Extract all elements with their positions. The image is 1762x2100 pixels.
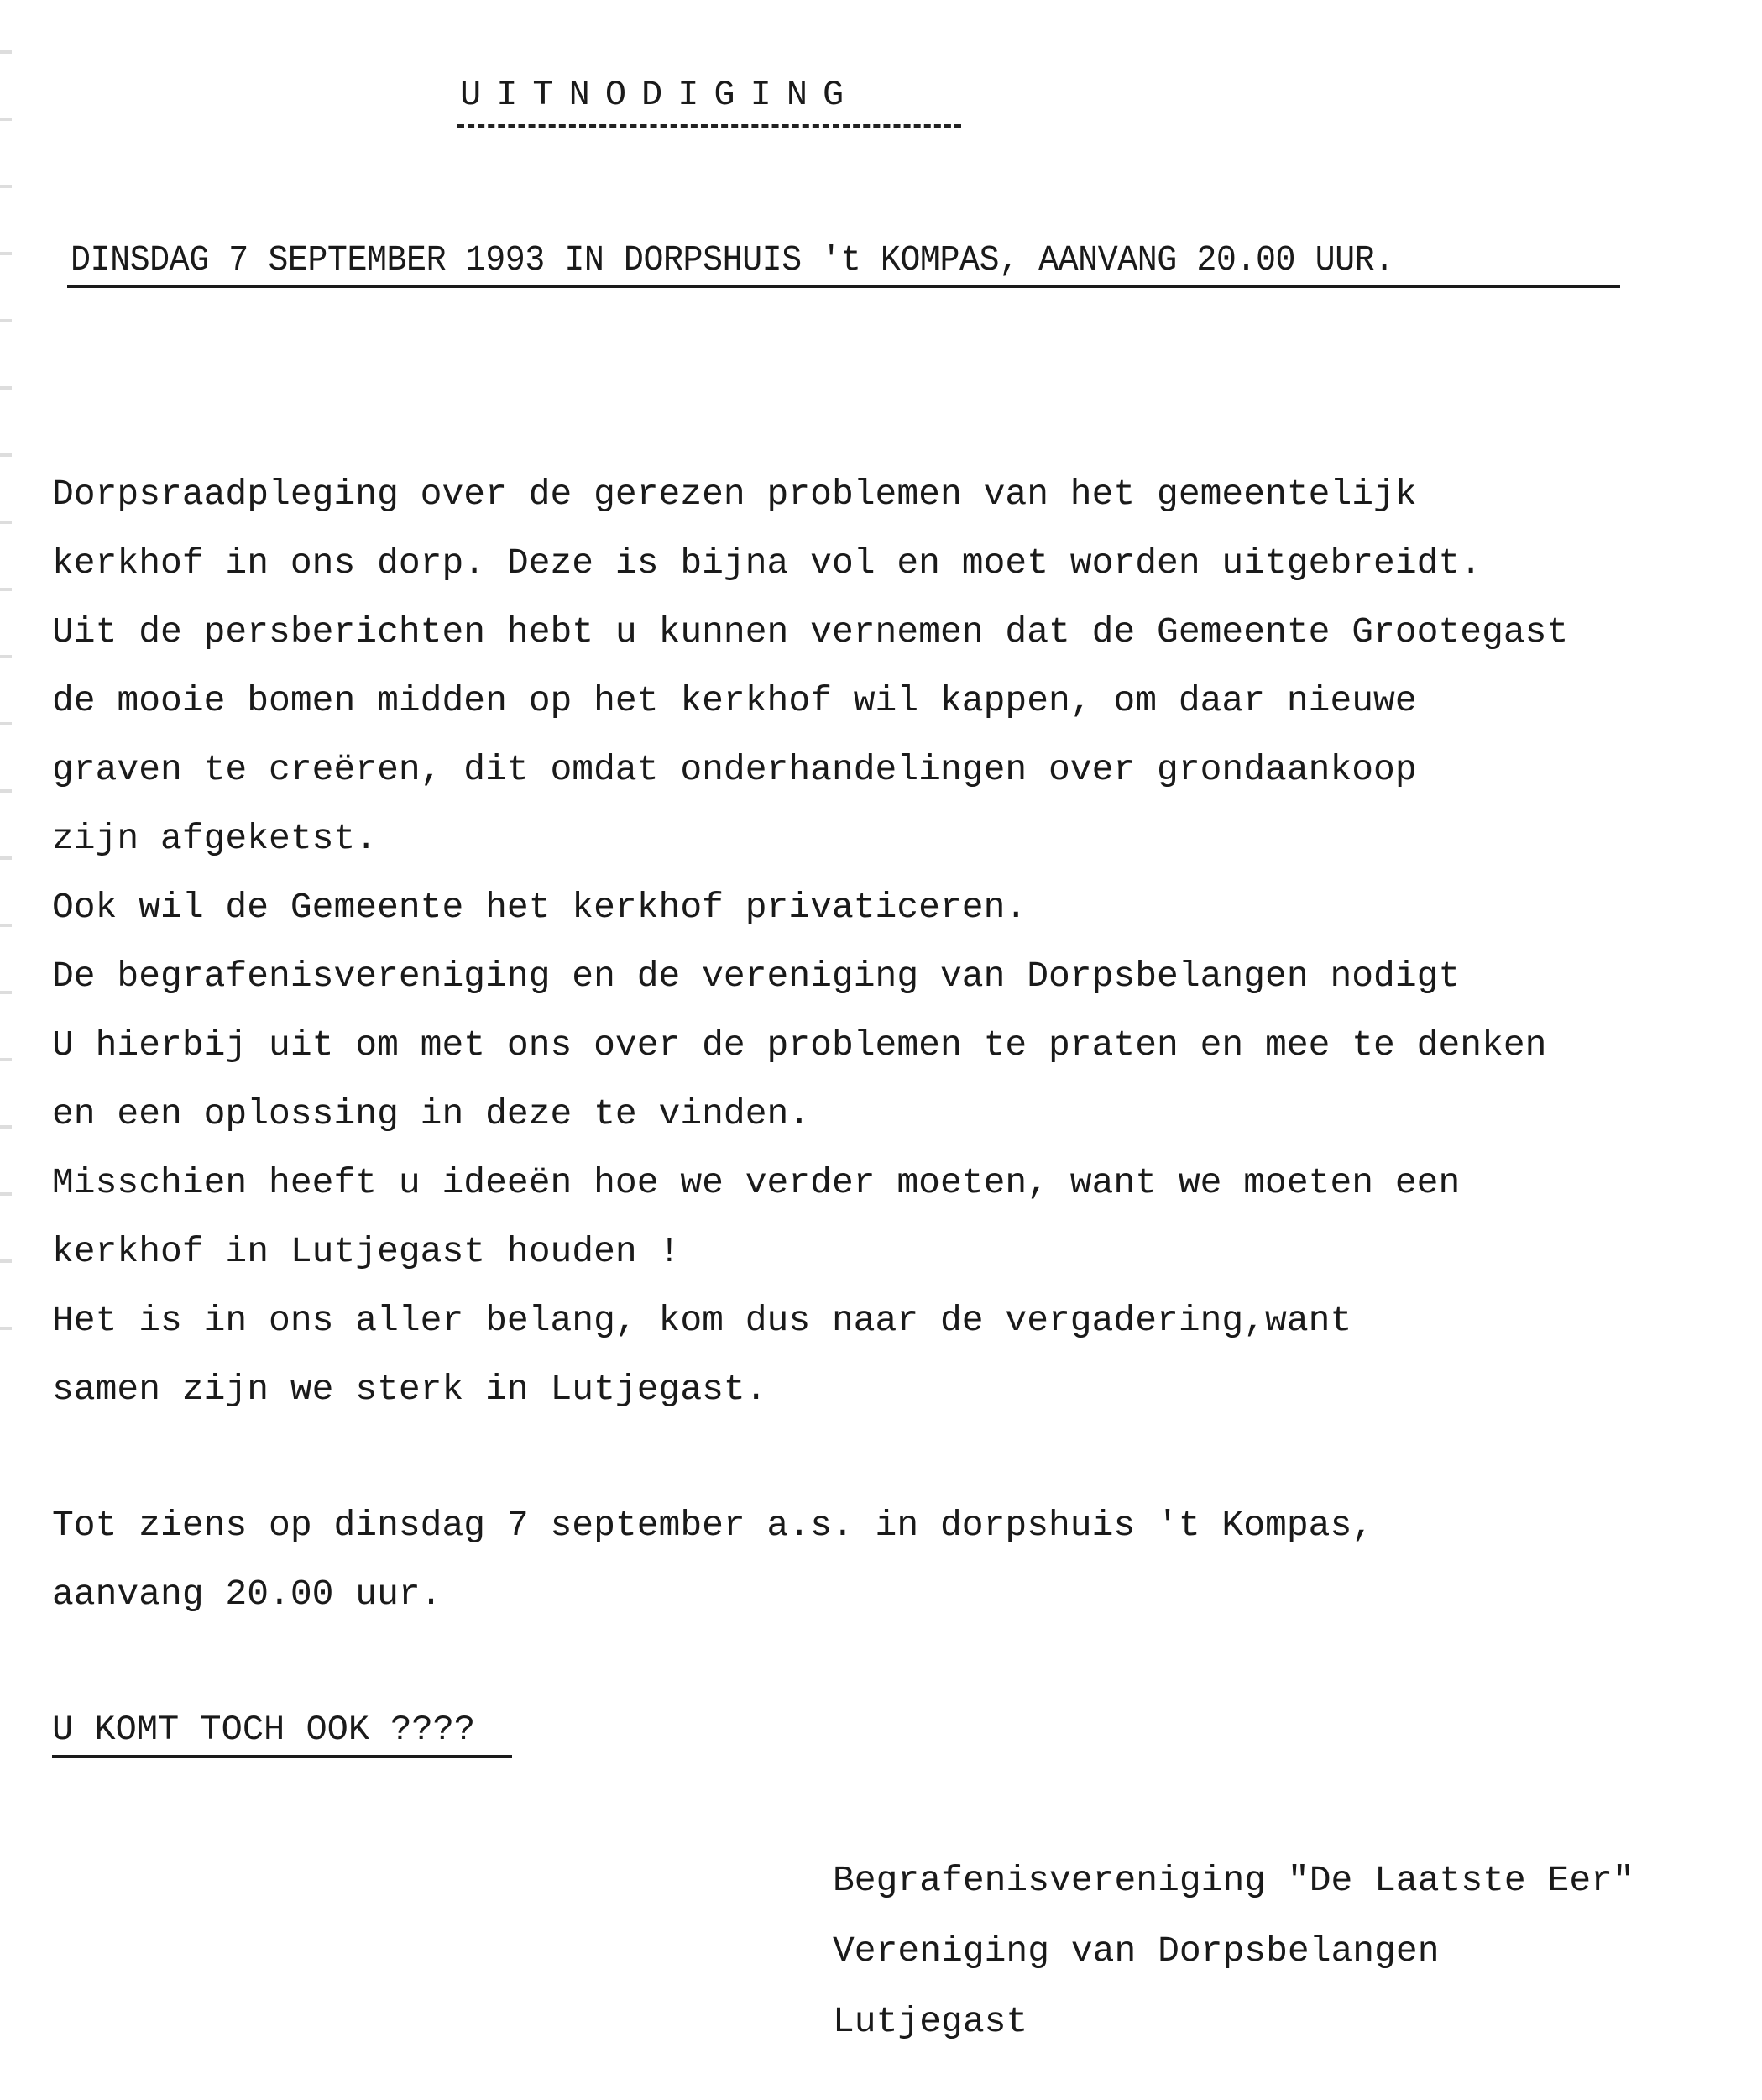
closing-text bbox=[52, 1491, 1373, 1629]
body-line: De begrafenisvereniging en de vereniging van Dorpsbelangen nodigt bbox=[52, 956, 1461, 997]
title-underline bbox=[457, 124, 961, 128]
body-line: kerkhof in Lutjegast houden ! bbox=[52, 1231, 681, 1272]
body-line: en een oplossing in deze te vinden. bbox=[52, 1093, 811, 1134]
body-line: kerkhof in ons dorp. Deze is bijna vol en moet worden uitgebreidt. bbox=[52, 542, 1482, 584]
body-line: de mooie bomen midden op het kerkhof wil kappen, om daar nieuwe bbox=[52, 680, 1417, 721]
closing-line: Tot ziens op dinsdag 7 september a.s. in dorpshuis 't Kompas, bbox=[52, 1505, 1374, 1546]
body-line: graven te creëren, dit omdat onderhandelingen over grondaankoop bbox=[52, 749, 1417, 790]
signature-line: Lutjegast bbox=[833, 2001, 1028, 2042]
body-line: Uit de persberichten hebt u kunnen vernemen dat de Gemeente Grootegast bbox=[52, 611, 1569, 652]
body-line: Het is in ons aller belang, kom dus naar de vergadering,want bbox=[52, 1300, 1352, 1341]
call-underline bbox=[52, 1755, 512, 1758]
body-text bbox=[52, 460, 1568, 1424]
signature-block bbox=[833, 1846, 1634, 2057]
heading-underline bbox=[67, 285, 1620, 288]
body-line: samen zijn we sterk in Lutjegast. bbox=[52, 1369, 767, 1410]
punch-hole-edge bbox=[0, 0, 12, 1385]
signature-line: Vereniging van Dorpsbelangen bbox=[833, 1930, 1440, 1972]
body-line: zijn afgeketst. bbox=[52, 818, 378, 859]
closing-line: aanvang 20.00 uur. bbox=[52, 1574, 442, 1615]
body-line: U hierbij uit om met ons over de problemen te praten en mee te denken bbox=[52, 1024, 1547, 1066]
body-line: Misschien heeft u ideeën hoe we verder moeten, want we moeten een bbox=[52, 1162, 1461, 1203]
document-title: UITNODIGING bbox=[460, 75, 860, 115]
call-to-action: U KOMT TOCH OOK ???? bbox=[52, 1710, 476, 1750]
signature-line: Begrafenisvereniging "De Laatste Eer" bbox=[833, 1860, 1634, 1901]
body-line: Dorpsraadpleging over de gerezen problemen van het gemeentelijk bbox=[52, 474, 1417, 515]
event-heading: DINSDAG 7 SEPTEMBER 1993 IN DORPSHUIS 't KOMPAS, AANVANG 20.00 UUR. bbox=[71, 239, 1394, 280]
body-line: Ook wil de Gemeente het kerkhof privaticeren. bbox=[52, 887, 1027, 928]
